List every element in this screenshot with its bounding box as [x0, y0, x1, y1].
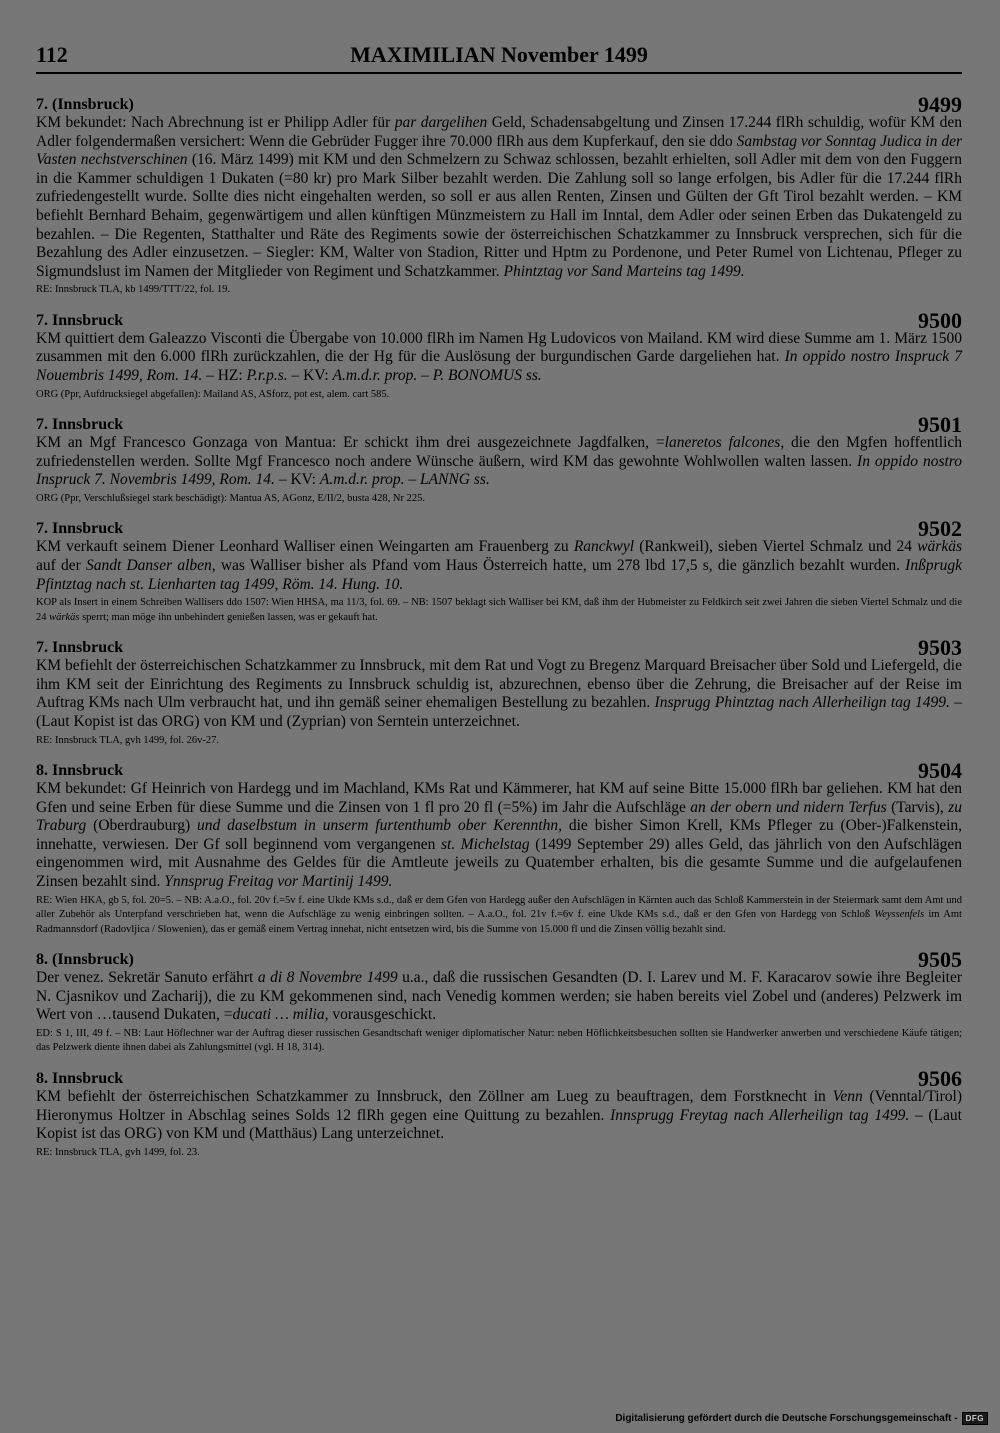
regest-entry — [36, 947, 962, 1056]
entry-source-note: ED: S 1, III, 49 f. – NB: Laut Höflechner war der Auftrag dieser russischen Gesandtschaft weniger diplomatischer Natur: neben Höflichkeitsbesuchen sollten sie Handwerker anwerben und verschiedene Käufe tätigen; das Pelzwerk diente ihnen dabei als Zahlungsmittel (vgl. H 18, 314). — [36, 1027, 962, 1054]
entry-date: 7. Innsbruck — [36, 311, 124, 329]
entry-date: 7. Innsbruck — [36, 520, 124, 538]
page-number: 112 — [36, 42, 68, 67]
entry-date: 7. Innsbruck — [36, 416, 124, 434]
page-header — [36, 40, 962, 74]
page-footer — [615, 1412, 988, 1425]
entry-date: 8. Innsbruck — [36, 1069, 124, 1087]
regest-entry — [36, 92, 962, 298]
entry-source-note: RE: Innsbruck TLA, gvh 1499, fol. 26v-27. — [36, 734, 219, 746]
regest-entry — [36, 635, 962, 748]
entry-source-note: ORG (Ppr, Aufdrucksiegel abgefallen): Mailand AS, ASforz, pot est, alem. cart 585. — [36, 388, 390, 400]
entry-header — [36, 516, 962, 542]
entry-body: KM an Mgf Francesco Gonzaga von Mantua: Er schickt ihm drei ausgezeichnete Jagdfalken, =laneretos falcones, die den Mgfen hoffentlich zufriedenstellen werden. Sollte Mgf Francesco noch andere Wünsche äußern, wird KM das gewohnte Wohlwollen walten lassen. In oppido nostro Inspruck 7. Novembris 1499, Rom. 14. – KV: A.m.d.r. prop. – LANNG ss. — [36, 434, 963, 489]
entry-date: 8. Innsbruck — [36, 762, 124, 780]
entry-header — [36, 92, 962, 117]
entry-header — [36, 1065, 962, 1091]
dfg-logo: DFG — [962, 1412, 988, 1425]
entry-number: 9501 — [918, 412, 962, 438]
entry-date: 8. (Innsbruck) — [36, 951, 134, 969]
entry-number: 9500 — [918, 307, 962, 333]
entry-header — [36, 635, 962, 661]
entry-header — [36, 947, 962, 973]
entry-source-note: RE: Wien HKA, gb 5, fol. 20=5. – NB: A.a.O., fol. 20v f.=5v f. eine Ukde KMs s.d., daß er dem Gfen von Hardegg außer den Aufschlägen in Kärnten auch das Schloß Kammerstein in der Steiermark samt dem Amt und aller Zubehör als Unterpfand verschrieben hat, wenn die Aufschläge zu wenig einbringen sollten. – A.a.O., fol. 21v f.=6v f. eine Ukde KMs s.d., daß er den Gfen von Hardegg von Schloß Weyssenfels im Amt Radmannsdorf (Radovljica / Slowenien), das er gemäß einem Vertrag innehat, nicht entsetzen wird, bis die Summe von 15.000 fl und die Zinsen völlig bezahlt sind. — [36, 894, 962, 935]
entry-number: 9504 — [918, 758, 962, 784]
entry-number: 9502 — [918, 516, 962, 542]
entry-source-note: RE: Innsbruck TLA, gvh 1499, fol. 23. — [36, 1146, 200, 1158]
entry-number: 9505 — [918, 947, 962, 973]
entry-body: KM quittiert dem Galeazzo Visconti die Übergabe von 10.000 flRh im Namen Hg Ludovicos von Mailand. KM wird diese Summe am 1. März 1500 zusammen mit den 6.000 flRh zurückzahlen, die der Hg für die Auslösung der burgundischen Garde dargeliehen hat. In oppido nostro Inspruck 7 Nouembris 1499, Rom. 14. – HZ: P.r.p.s. – KV: A.m.d.r. prop. – P. BONOMUS ss. — [36, 329, 962, 385]
entry-body: Der venez. Sekretär Sanuto erfährt a di 8 Novembre 1499 u.a., daß die russischen Gesandten (D. I. Larev und M. F. Karacarov sowie ihre Begleiter N. Cjasnikov und Zacharij), die zu KM gekommenen sind, nach Venedig kommen werden; sie haben bereits viel Zobel und (anderes) Pelzwerk im Wert von …tausend Dukaten, =ducati … milia, vorausgeschickt. — [36, 969, 963, 1024]
entry-source-note: KOP als Insert in einem Schreiben Wallisers ddo 1507: Wien HHSA, ma 11/3, fol. 69. – NB: 1507 beklagt sich Walliser bei KM, daß ihm der Hubmeister zu Feldkirch seit zwei Jahren die sieben Viertel Schmalz und die 24 wärkäs sperrt; man möge ihn unbehindert genießen lassen, was er gekauft hat. — [36, 597, 962, 623]
footer-text: Digitalisierung gefördert durch die Deutsche Forschungsgemeinschaft - — [615, 1413, 958, 1424]
regest-entry — [36, 308, 962, 402]
entry-number: 9503 — [918, 635, 962, 661]
entry-header — [36, 307, 962, 333]
entry-header — [36, 758, 962, 784]
entry-date: 7. (Innsbruck) — [36, 96, 134, 113]
entry-body: KM befiehlt der österreichischen Schatzkammer zu Innsbruck, mit dem Rat und Vogt zu Bregenz Marquard Breisacher über Sold und Liefergeld, die ihm KM seit der Einrichtung des Regiments zu Innsbruck schuldig ist, abzurechnen, ebenso über die Zehrung, die Breisacher auf der Reise im Auftrag KMs nach Ulm verbraucht hat, und ihn gemäß seiner ehemaligen Bestellung zu bezahlen. Insprugg Phintztag nach Allerheilign tag 1499. – (Laut Kopist ist das ORG) von KM und (Zyprian) von Serntein unterzeichnet. — [36, 657, 962, 730]
entry-body: KM verkauft seinem Diener Leonhard Walliser einen Weingarten am Frauenberg zu Ranckwyl (Rankweil), sieben Viertel Schmalz und 24 wärkäs auf der Sandt Danser alben, was Walliser bisher als Pfand vom Haus Österreich hatte, um 278 lbd 17,5 s, die gänzlich bezahlt wurden. Inßprugk Pfintztag nach st. Lienharten tag 1499, Röm. 14. Hung. 10. — [36, 538, 962, 593]
entry-body: KM bekundet: Gf Heinrich von Hardegg und im Machland, KMs Rat und Kämmerer, hat KM auf seine Bitte 15.000 flRh bar geliehen. KM hat den Gfen und seine Erben für diese Summe und die Zinsen von 1 fl pro 20 fl (=5%) im Jahr die Aufschläge an der obern und nidern Terfus (Tarvis), zu Traburg (Oberdrauburg) und daselbstum in unserm furtenthumb ober Kerennthn, die bisher Simon Krell, KMs Pfleger zu (Ober-)Falkenstein, innehatte, verwiesen. Der Gf soll beginnend vom vergangenen st. Michelstag (1499 September 29) alles Geld, das jährlich von den Aufschlägen eingenommen wird, mit Ausnahme des Geldes für die Amtleute jeweils zu Quatember erhalten, bis die gesamte Summe und die aufgelaufenen Zinsen bezahlt sind. Ynnsprug Freitag vor Martinij 1499. — [36, 780, 963, 891]
regest-entry — [36, 516, 962, 625]
regest-entry — [36, 758, 962, 937]
entry-date: 7. Innsbruck — [36, 639, 124, 657]
entry-body: KM befiehlt der österreichischen Schatzkammer zu Innsbruck, den Zöllner am Lueg zu beauftragen, dem Forstknecht in Venn (Venntal/Tirol) Hieronymus Holtzer in Abschlag seines Solds 12 flRh gegen eine Quittung zu bezahlen. Innsprugg Freytag nach Allerheilign tag 1499. – (Laut Kopist ist das ORG) von KM und (Matthäus) Lang unterzeichnet. — [36, 1087, 962, 1143]
regest-entry — [36, 1066, 962, 1160]
entries-list — [36, 92, 962, 1170]
entry-body: KM bekundet: Nach Abrechnung ist er Philipp Adler für par dargelihen Geld, Schadensabgeltung und Zinsen 17.244 flRh schuldig, wofür KM den Adler folgendermaßen versichert: Wenn die Gebrüder Fugger ihre 70.000 flRh aus dem Kupferkauf, den sie ddo Sambstag vor Sonntag Judica in der Vasten nechstverschinen (16. März 1499) mit KM und den Schmelzern zu Schwaz schlossen, bezahlt erhielten, soll Adler mit dem von den Fuggern in die Kammer schuldigen 1 Dukaten (=80 kr) pro Mark Silber bezahlt werden. Die Zahlung soll so lange erfolgen, bis Adler für die 17.244 flRh zufriedengestellt wurde. Sollte dies nicht eingehalten werden, so soll er aus allen Renten, Zinsen und Gülten der Gft Tirol bezahlt werden. – KM befiehlt Bernhard Behaim, gegenwärtigem und allen künftigen Münzmeistern zu Hall im Inntal, dem Adler oder seinen Erben das Dukatengeld zu bezahlen. – Die Regenten, Statthalter und Räte des Regiments sowie der österreichischen Schatzkammer zu Innsbruck versprechen, sich für die Bezahlung des Adler einzusetzen. – Siegler: KM, Walter von Stadion, Ritter und Hptm zu Pordenone, und Peter Rumel von Lichtenau, Pfleger zu Sigmundslust im Namen der Mitglieder von Regiment und Schatzkammer. Phintztag vor Sand Marteins tag 1499. — [36, 114, 962, 280]
entry-header — [36, 412, 962, 438]
entry-source-note: ORG (Ppr, Verschlußsiegel stark beschädigt): Mantua AS, AGonz, E/II/2, busta 428, Nr 225. — [36, 492, 425, 504]
running-title: MAXIMILIAN November 1499 — [350, 42, 648, 67]
regest-entry — [36, 412, 962, 506]
entry-number: 9499 — [918, 92, 962, 117]
entry-number: 9506 — [918, 1065, 962, 1091]
entry-source-note: RE: Innsbruck TLA, kb 1499/TTT/22, fol. 19. — [36, 284, 231, 296]
